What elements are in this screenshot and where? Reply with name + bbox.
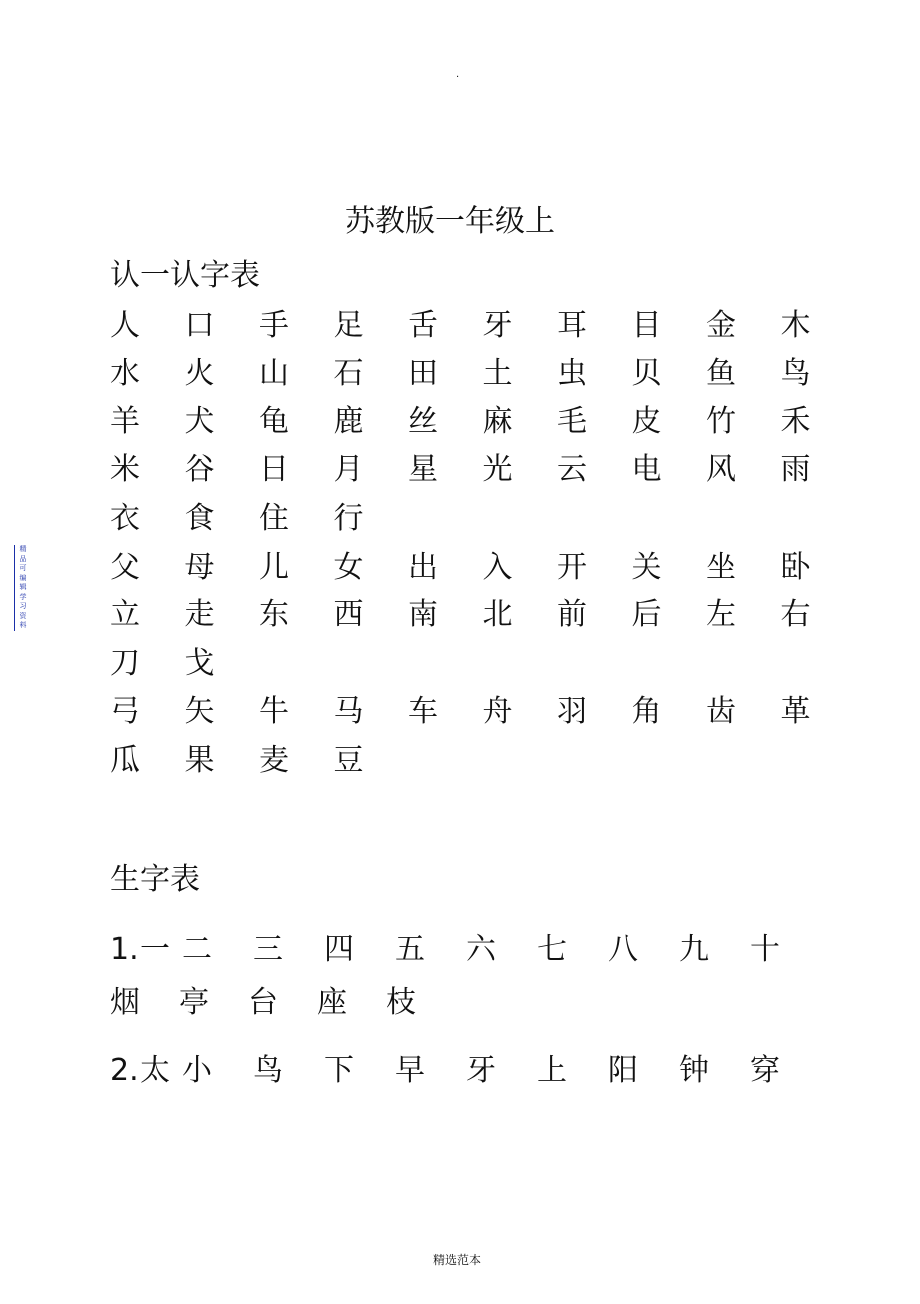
char-cell: 右	[780, 597, 811, 632]
char-cell: 儿	[259, 550, 289, 585]
char-cell: 一	[140, 932, 170, 967]
group-number: 2.	[110, 1053, 139, 1088]
char-cell: 竹	[706, 404, 736, 439]
char-cell: 二	[182, 932, 212, 967]
char-cell: 马	[333, 694, 364, 729]
char-cell: 鸟	[253, 1053, 283, 1088]
char-cell: 行	[333, 501, 364, 536]
char-cell: 水	[110, 356, 140, 391]
char-cell: 人	[110, 308, 140, 343]
char-cell: 金	[706, 308, 736, 343]
char-cell: 衣	[110, 501, 140, 536]
char-cell: 耳	[557, 308, 587, 343]
char-cell: 月	[333, 452, 364, 487]
char-cell: 三	[253, 932, 283, 967]
char-cell: 虫	[557, 356, 587, 391]
sidebar-char: 品	[19, 554, 27, 563]
char-cell: 四	[324, 932, 354, 967]
char-row	[110, 691, 855, 733]
char-cell: 北	[482, 597, 513, 632]
char-cell: 出	[408, 550, 438, 585]
char-cell: 前	[557, 597, 587, 632]
char-cell: 关	[631, 550, 662, 585]
char-cell: 木	[780, 308, 811, 343]
sidebar-char: 编	[19, 573, 27, 582]
char-cell: 后	[631, 597, 662, 632]
char-cell: 十	[750, 932, 780, 967]
char-cell: 风	[706, 452, 736, 487]
char-cell: 九	[679, 932, 709, 967]
char-cell: 下	[324, 1053, 354, 1088]
char-cell: 走	[184, 597, 215, 632]
char-cell: 石	[333, 356, 364, 391]
char-cell: 瓜	[110, 743, 140, 778]
sidebar-char: 可	[19, 564, 27, 572]
char-cell: 舌	[408, 308, 438, 343]
char-cell: 麦	[259, 743, 289, 778]
char-cell: 卧	[780, 550, 811, 585]
char-cell: 父	[110, 550, 140, 585]
char-cell: 牙	[482, 308, 513, 343]
char-cell: 舟	[482, 694, 513, 729]
char-cell: 早	[395, 1053, 425, 1088]
char-cell: 车	[408, 694, 438, 729]
char-cell: 鱼	[706, 356, 736, 391]
char-cell: 山	[259, 356, 289, 391]
char-row	[110, 353, 855, 395]
char-cell: 麻	[482, 404, 513, 439]
char-cell: 入	[482, 550, 513, 585]
char-row	[110, 643, 259, 685]
header-dot: .	[456, 69, 460, 80]
sidebar-char: 料	[19, 621, 27, 629]
char-cell: 米	[110, 452, 140, 487]
sidebar-char: 精	[19, 545, 27, 553]
char-cell: 谷	[184, 452, 215, 487]
page-title: 苏教版一年级上	[345, 204, 555, 239]
char-cell: 南	[408, 597, 438, 632]
char-cell: 手	[259, 308, 289, 343]
char-cell: 皮	[631, 404, 662, 439]
char-cell: 角	[631, 694, 662, 729]
char-cell: 雨	[780, 452, 811, 487]
new-char-row	[110, 929, 821, 971]
sidebar-char: 习	[19, 602, 27, 610]
char-cell: 星	[408, 452, 438, 487]
char-cell: 足	[333, 308, 364, 343]
section-heading-recognize: 认一认字表	[110, 258, 260, 293]
char-cell: 贝	[631, 356, 662, 391]
char-cell: 羊	[110, 404, 140, 439]
group-number: 1.	[110, 932, 139, 967]
char-row	[110, 305, 855, 347]
char-cell: 穿	[750, 1053, 780, 1088]
char-cell: 齿	[706, 694, 736, 729]
char-row	[110, 594, 855, 636]
char-cell: 口	[184, 308, 215, 343]
char-cell: 五	[395, 932, 425, 967]
char-cell: 鹿	[333, 404, 364, 439]
char-cell: 座	[317, 985, 347, 1020]
new-char-row	[110, 982, 455, 1024]
char-cell: 牛	[259, 694, 289, 729]
char-cell: 左	[706, 597, 736, 632]
char-cell: 上	[537, 1053, 567, 1088]
char-cell: 东	[259, 597, 289, 632]
char-cell: 小	[182, 1053, 212, 1088]
char-row	[110, 498, 408, 540]
char-cell: 开	[557, 550, 587, 585]
sidebar-char: 辑	[19, 583, 27, 591]
char-cell: 食	[184, 501, 215, 536]
char-cell: 弓	[110, 694, 140, 729]
char-cell: 坐	[706, 550, 736, 585]
new-char-row	[110, 1050, 821, 1092]
sidebar-char: 资	[19, 611, 27, 620]
char-cell: 亭	[179, 985, 209, 1020]
char-cell: 云	[557, 452, 587, 487]
char-cell: 禾	[780, 404, 811, 439]
char-cell: 毛	[557, 404, 587, 439]
char-cell: 豆	[333, 743, 364, 778]
char-cell: 台	[248, 985, 278, 1020]
char-row	[110, 547, 855, 589]
char-cell: 阳	[608, 1053, 638, 1088]
char-cell: 龟	[259, 404, 289, 439]
char-cell: 牙	[466, 1053, 496, 1088]
char-cell: 刀	[110, 646, 140, 681]
char-cell: 住	[259, 501, 289, 536]
char-cell: 果	[184, 743, 215, 778]
char-cell: 枝	[386, 985, 416, 1020]
char-row	[110, 401, 855, 443]
char-cell: 戈	[184, 646, 215, 681]
char-cell: 丝	[408, 404, 438, 439]
char-cell: 西	[333, 597, 364, 632]
char-cell: 七	[537, 932, 567, 967]
char-cell: 六	[466, 932, 496, 967]
sidebar-char: 学	[19, 592, 27, 601]
char-cell: 目	[631, 308, 662, 343]
char-cell: 烟	[110, 985, 140, 1020]
char-cell: 太	[140, 1053, 170, 1088]
char-cell: 女	[333, 550, 364, 585]
char-cell: 母	[184, 550, 215, 585]
char-cell: 光	[482, 452, 513, 487]
char-cell: 火	[184, 356, 215, 391]
char-cell: 八	[608, 932, 638, 967]
char-cell: 电	[631, 452, 662, 487]
char-row	[110, 740, 408, 782]
char-cell: 土	[482, 356, 513, 391]
char-cell: 犬	[184, 404, 215, 439]
char-cell: 钟	[679, 1053, 709, 1088]
section-heading-new-chars: 生字表	[110, 862, 200, 897]
char-cell: 矢	[184, 694, 215, 729]
char-cell: 日	[259, 452, 289, 487]
page-footer: 精选范本	[432, 1253, 481, 1267]
char-cell: 鸟	[780, 356, 811, 391]
char-cell: 立	[110, 597, 140, 632]
char-row	[110, 449, 855, 491]
char-cell: 革	[780, 694, 811, 729]
char-cell: 田	[408, 356, 438, 391]
char-cell: 羽	[557, 694, 587, 729]
sidebar-watermark	[14, 545, 29, 631]
